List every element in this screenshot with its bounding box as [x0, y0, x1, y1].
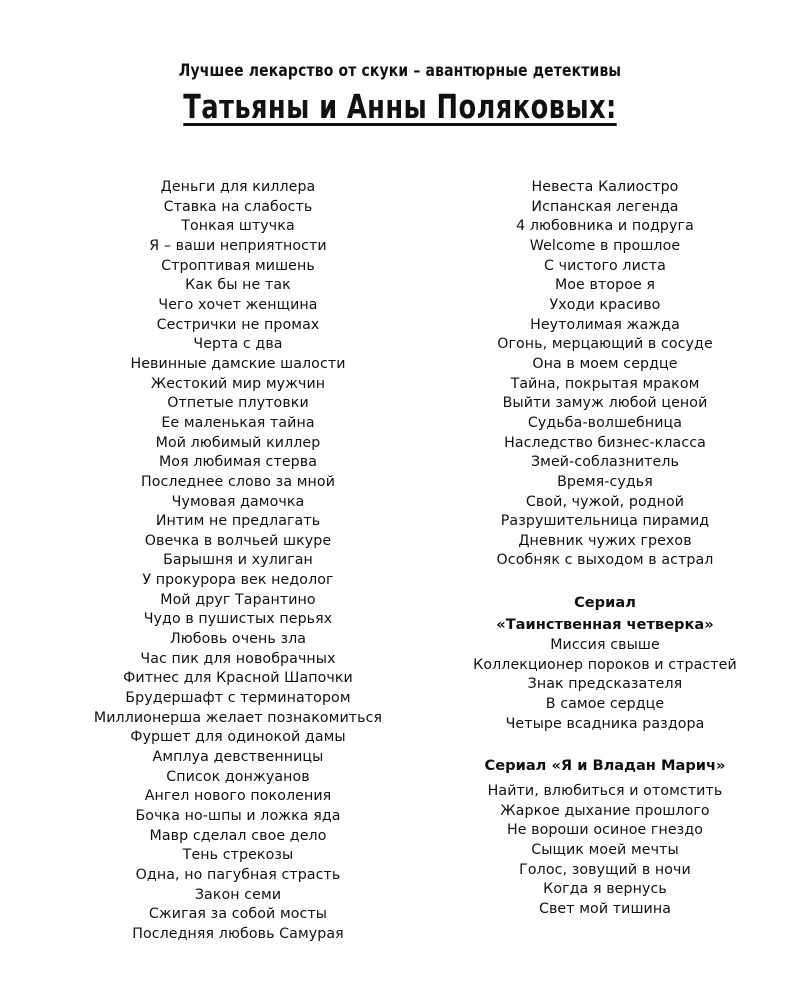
book-title: Чудо в пушистых перьях [143, 611, 333, 628]
series-heading-line1: Сериал [574, 594, 636, 612]
book-title: Сыщик моей мечты [531, 841, 679, 858]
book-title: Миллионерша желает познакомиться [93, 709, 383, 726]
book-title: Неутолимая жажда [530, 316, 680, 333]
book-title: Дневник чужих грехов [518, 532, 692, 549]
book-title: Жаркое дыхание прошлого [500, 802, 710, 819]
book-title: Последняя любовь Самурая [132, 925, 344, 942]
book-title: Тонкая штучка [181, 218, 295, 235]
book-title: Испанская легенда [531, 198, 679, 215]
book-title: Особняк с выходом в астрал [496, 552, 714, 569]
book-title: Амплуа девственницы [152, 749, 324, 766]
book-title: Время-судья [557, 473, 653, 490]
book-title: Найти, влюбиться и отомстить [487, 782, 723, 799]
book-title: Тайна, покрытая мраком [510, 375, 700, 392]
series-heading: Сериал «Я и Владан Марич» [484, 757, 726, 775]
book-title: Мой любимый киллер [155, 434, 321, 451]
book-title: Огонь, мерцающий в сосуде [497, 336, 713, 353]
book-title: Судьба-волшебница [527, 414, 683, 431]
book-title: Свой, чужой, родной [525, 493, 685, 510]
series-heading-line2: «Таинственная четверка» [496, 615, 714, 633]
book-title: Фуршет для одинокой дамы [130, 729, 346, 746]
book-title: Одна, но пагубная страсть [135, 866, 341, 883]
book-title: Последнее слово за мной [140, 473, 336, 490]
book-title: Бочка но-шпы и ложка яда [135, 808, 341, 824]
book-title: Моя любимая стерва [158, 454, 318, 471]
book-title: Когда я вернусь [543, 881, 667, 898]
page-title [88, 86, 712, 128]
book-title: Ангел нового поколения [144, 788, 332, 805]
book-title: Разрушительница пирамид [500, 513, 710, 530]
book-title: Она в моем сердце [532, 355, 678, 372]
page-header [0, 58, 800, 128]
book-title: Уходи красиво [549, 296, 661, 313]
book-title: Наследство бизнес-класса [504, 434, 706, 451]
book-title: Деньги для киллера [160, 179, 316, 195]
book-title: Не вороши осиное гнездо [506, 822, 704, 839]
book-title: Мой друг Тарантино [160, 591, 316, 608]
right-book-list [440, 178, 770, 571]
book-title: Ее маленькая тайна [161, 414, 315, 431]
series-vladan-marich [440, 756, 770, 919]
book-title: Ставка на слабость [163, 198, 313, 215]
book-title: У прокурора век недолог [142, 572, 334, 589]
series-vladan-marich-list [440, 782, 770, 920]
page-title-text: Татьяны и Анны Поляковых: [183, 87, 617, 126]
book-title: Мое второе я [554, 277, 656, 294]
series-mysterious-four [440, 593, 770, 734]
book-title: Час пик для новобрачных [140, 650, 336, 667]
book-title: Закон семи [194, 886, 282, 903]
book-title: Черта с два [193, 336, 283, 353]
book-title: Невеста Калиостро [531, 179, 679, 195]
book-title: Чего хочет женщина [158, 296, 318, 313]
book-title: Знак предсказателя [527, 676, 683, 693]
book-title: Как бы не так [185, 277, 291, 294]
book-title: Сжигая за собой мосты [148, 906, 328, 923]
book-title: Овечка в волчьей шкуре [144, 532, 332, 549]
book-title: В самое сердце [545, 696, 665, 713]
book-title: Четыре всадника раздора [505, 715, 705, 732]
book-title: Жестокий мир мужчин [150, 375, 326, 392]
book-title: Я – ваши неприятности [149, 237, 327, 254]
book-title: С чистого листа [544, 257, 666, 274]
left-column [68, 178, 408, 945]
book-title: Отпетые плутовки [167, 395, 309, 412]
left-book-list [68, 178, 408, 945]
book-title: 4 любовника и подруга [516, 218, 694, 235]
book-title: Фитнес для Красной Шапочки [123, 670, 353, 687]
book-title: Невинные дамские шалости [130, 355, 346, 372]
book-title: Свет мой тишина [538, 900, 672, 917]
book-title: Интим не предлагать [155, 513, 321, 530]
book-title: Выйти замуж любой ценой [502, 395, 708, 412]
book-title: Коллекционер пороков и страстей [473, 656, 737, 673]
book-title: Строптивая мишень [161, 257, 315, 274]
book-title: Список донжуанов [166, 768, 310, 785]
book-title: Любовь очень зла [169, 631, 307, 648]
book-title: Тень стрекозы [182, 847, 294, 864]
book-title: Мавр сделал свое дело [149, 827, 327, 844]
book-title: Чумовая дамочка [171, 493, 305, 510]
book-title: Welcome в прошлое [529, 237, 681, 254]
book-title: Барышня и хулиган [163, 552, 313, 569]
book-title: Брудершафт с терминатором [125, 690, 351, 707]
right-column [440, 178, 770, 920]
series-mysterious-four-list [440, 636, 770, 734]
book-title: Голос, зовущий в ночи [519, 861, 691, 878]
book-title: Змей-соблазнитель [530, 454, 680, 471]
book-title: Сестрички не промах [156, 316, 320, 333]
page-subtitle: Лучшее лекарство от скуки – авантюрные детективы [178, 61, 622, 81]
book-title: Миссия свыше [550, 637, 660, 654]
